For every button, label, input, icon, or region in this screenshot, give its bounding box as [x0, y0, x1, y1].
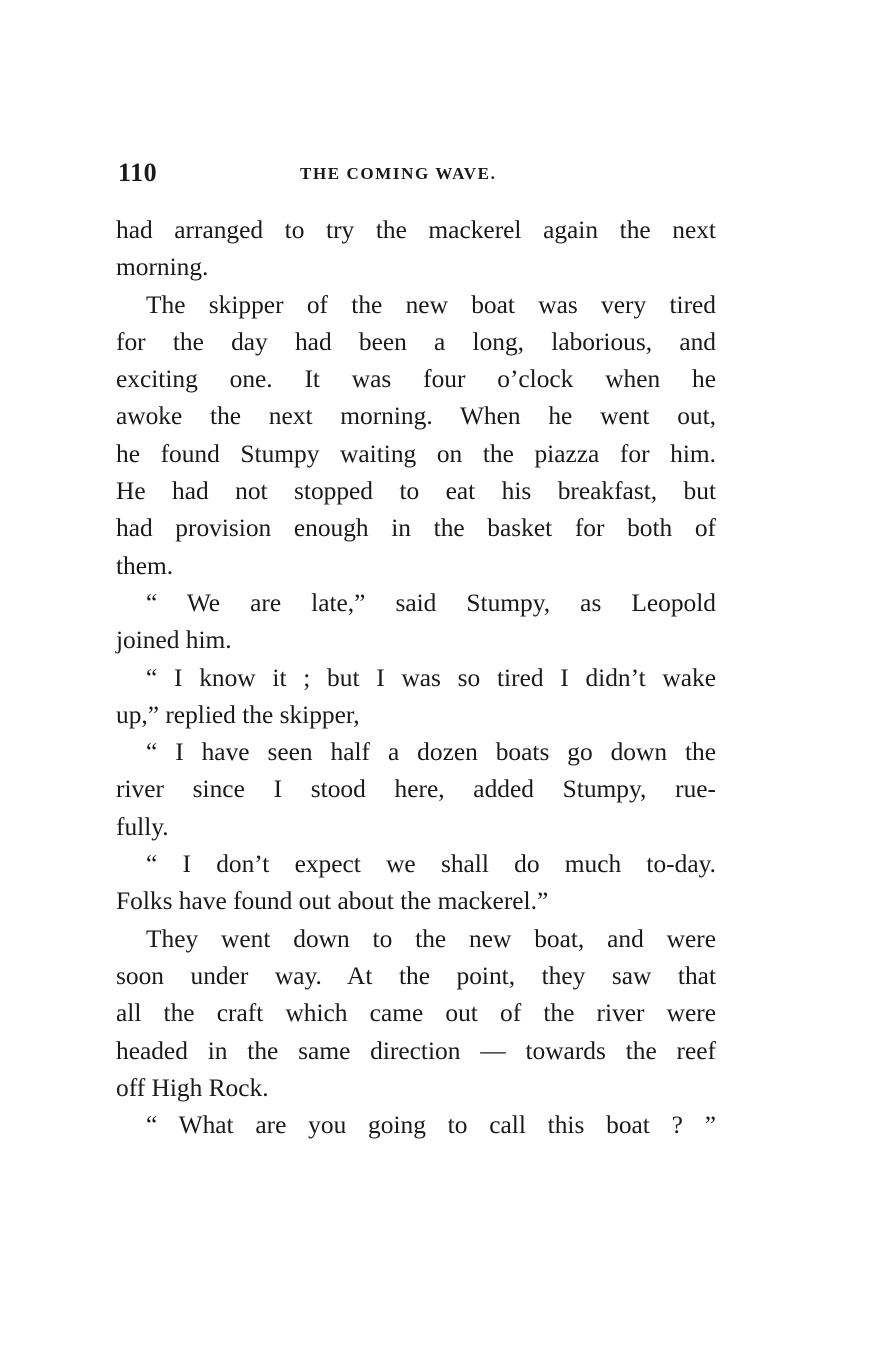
text-line: had arranged to try the mackerel again the next	[116, 216, 716, 244]
text-line: river since I stood here, added Stumpy, rue-	[116, 775, 716, 804]
text-line: The skipper of the new boat was very tired	[146, 290, 716, 319]
text-line: They went down to the new boat, and were	[146, 924, 716, 953]
page-number: 110	[118, 158, 158, 187]
text-line: he found Stumpy waiting on the piazza for him.	[116, 439, 716, 468]
text-line: joined him.	[116, 626, 232, 655]
text-line: “ I have seen half a dozen boats go down the	[146, 738, 716, 767]
text-line: morning.	[116, 253, 209, 282]
text-line: had provision enough in the basket for both of	[116, 514, 716, 543]
text-line: Folks have found out about the mackerel.”	[116, 887, 549, 916]
text-line: for the day had been a long, laborious, and	[116, 327, 716, 356]
running-title: THE COMING WAVE.	[300, 164, 497, 183]
text-line: He had not stopped to eat his breakfast, but	[116, 477, 716, 506]
text-line: exciting one. It was four o’clock when he	[116, 365, 716, 394]
text-line: “ What are you going to call this boat ? ”	[146, 1111, 716, 1140]
text-line: them.	[116, 551, 174, 580]
text-line: “ We are late,” said Stumpy, as Leopold	[146, 588, 716, 617]
text-line: “ I know it ; but I was so tired I didn’t wake	[146, 663, 716, 692]
text-line: “ I don’t expect we shall do much to-day.	[146, 850, 716, 879]
body-text	[116, 212, 716, 1144]
text-line: awoke the next morning. When he went out,	[116, 402, 716, 431]
text-line: soon under way. At the point, they saw that	[116, 961, 716, 990]
text-line: up,” replied the skipper,	[116, 700, 360, 729]
page-header	[118, 158, 718, 198]
text-line: off High Rock.	[116, 1073, 269, 1102]
text-line: fully.	[116, 812, 169, 841]
text-line: all the craft which came out of the river were	[116, 999, 716, 1028]
text-line: headed in the same direction — towards the reef	[116, 1036, 716, 1065]
